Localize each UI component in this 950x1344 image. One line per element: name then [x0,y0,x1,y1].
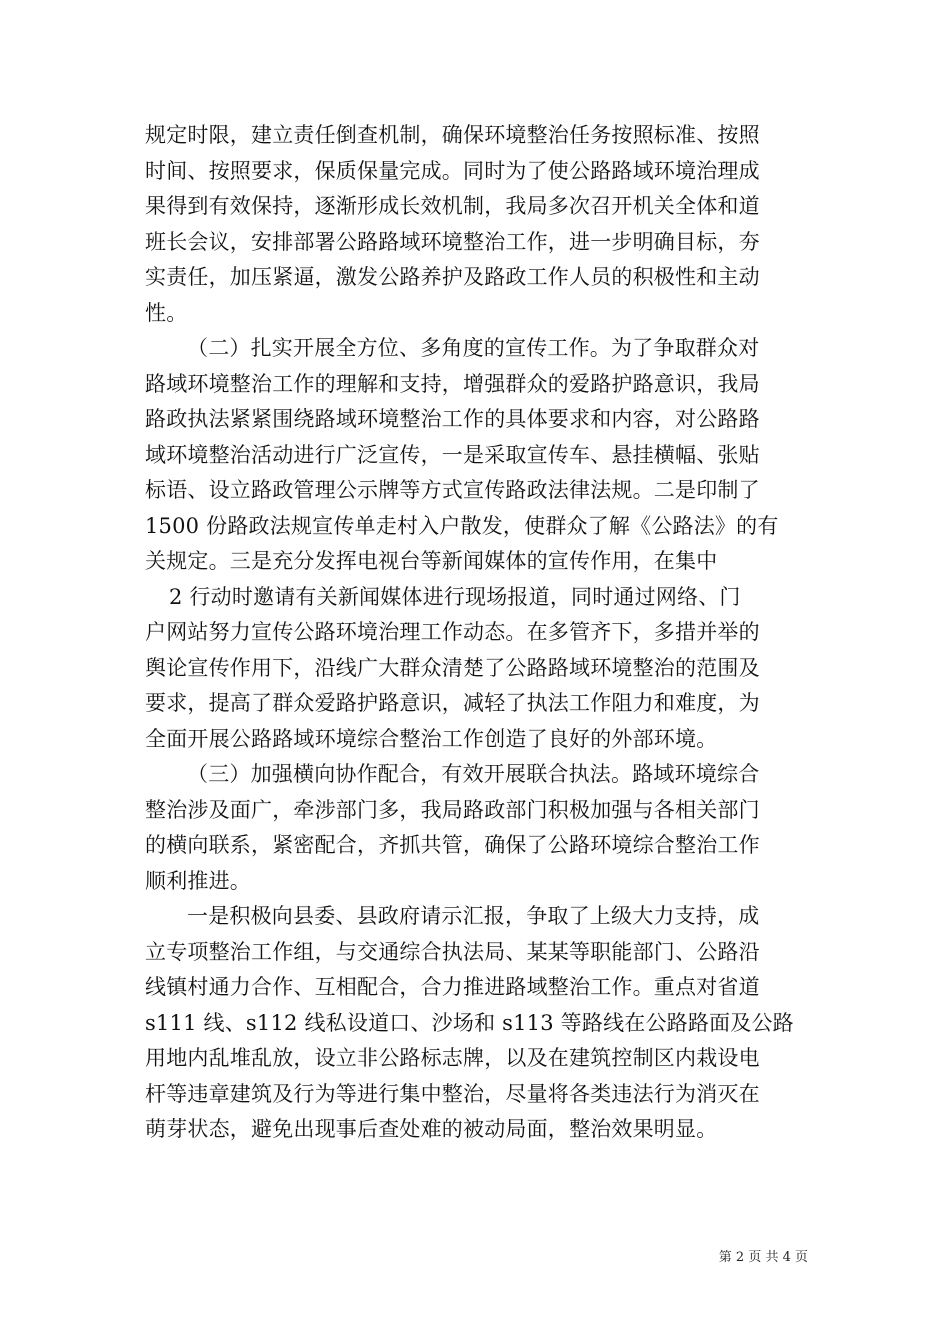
text-line: 杆等违章建筑及行为等进行集中整治，尽量将各类违法行为消灭在 [145,1081,760,1106]
text-line: 2 行动时邀请有关新闻媒体进行现场报道，同时通过网络、门 [169,584,741,609]
text-line: 的横向联系，紧密配合，齐抓共管，确保了公路环境综合整治工作 [145,833,760,857]
section-heading-line: （三）加强横向协作配合，有效开展联合执法。路域环境综合 [187,762,760,786]
text-line: 路域环境整治工作的理解和支持，增强群众的爱路护路意识，我局 [145,371,760,396]
text-line: 萌芽状态，避免出现事后查处难的被动局面，整治效果明显。 [145,1117,718,1141]
text-line: 时间、按照要求，保质保量完成。同时为了使公路路域环境治理成 [145,158,760,183]
text-line: 一是积极向县委、县政府请示汇报，争取了上级大力支持，成 [187,904,760,928]
text-line: 用地内乱堆乱放，设立非公路标志牌，以及在建筑控制区内栽设电 [145,1046,760,1070]
text-line: 户网站努力宣传公路环境治理工作动态。在多管齐下，多措并举的 [145,620,760,644]
page-number-footer: 第 2 页 共 4 页 [718,1250,808,1265]
text-line: 规定时限，建立责任倒查机制，确保环境整治任务按照标准、按照 [145,123,760,147]
text-line: 标语、设立路政管理公示牌等方式宣传路政法律法规。二是印制了 [145,478,760,502]
document-body [145,118,810,1148]
text-line: 班长会议，安排部署公路路域环境整治工作，进一步明确目标，夯 [145,229,760,254]
text-line: 性。 [145,300,188,325]
section-heading-line: （二）扎实开展全方位、多角度的宣传工作。为了争取群众对 [187,336,760,360]
text-line: 路政执法紧紧围绕路域环境整治工作的具体要求和内容，对公路路 [145,407,760,431]
text-line: 顺利推进。 [145,868,251,893]
text-line: 舆论宣传作用下，沿线广大群众清楚了公路路域环境整治的范围及 [145,655,760,680]
text-line: 实责任，加压紧逼，激发公路养护及路政工作人员的积极性和主动 [145,265,760,289]
text-line: 整治涉及面广，牵涉部门多，我局路政部门积极加强与各相关部门 [145,797,760,822]
text-line: 立专项整治工作组，与交通综合执法局、某某等职能部门、公路沿 [145,939,760,964]
text-line: 全面开展公路路域环境综合整治工作创造了良好的外部环境。 [145,726,718,751]
text-line: 1500 份路政法规宣传单走村入户散发，使群众了解《公路法》的有 [145,513,779,538]
text-line: 关规定。三是充分发挥电视台等新闻媒体的宣传作用，在集中 [145,549,718,573]
text-line: 要求，提高了群众爱路护路意识，减轻了执法工作阻力和难度，为 [145,691,760,715]
text-line: s111 线、s112 线私设道口、沙场和 s113 等路线在公路路面及公路 [145,1010,794,1035]
text-line: 线镇村通力合作、互相配合，合力推进路域整治工作。重点对省道 [145,975,760,999]
text-line: 域环境整治活动进行广泛宣传，一是采取宣传车、悬挂横幅、张贴 [145,442,760,467]
text-line: 果得到有效保持，逐渐形成长效机制，我局多次召开机关全体和道 [145,194,760,218]
